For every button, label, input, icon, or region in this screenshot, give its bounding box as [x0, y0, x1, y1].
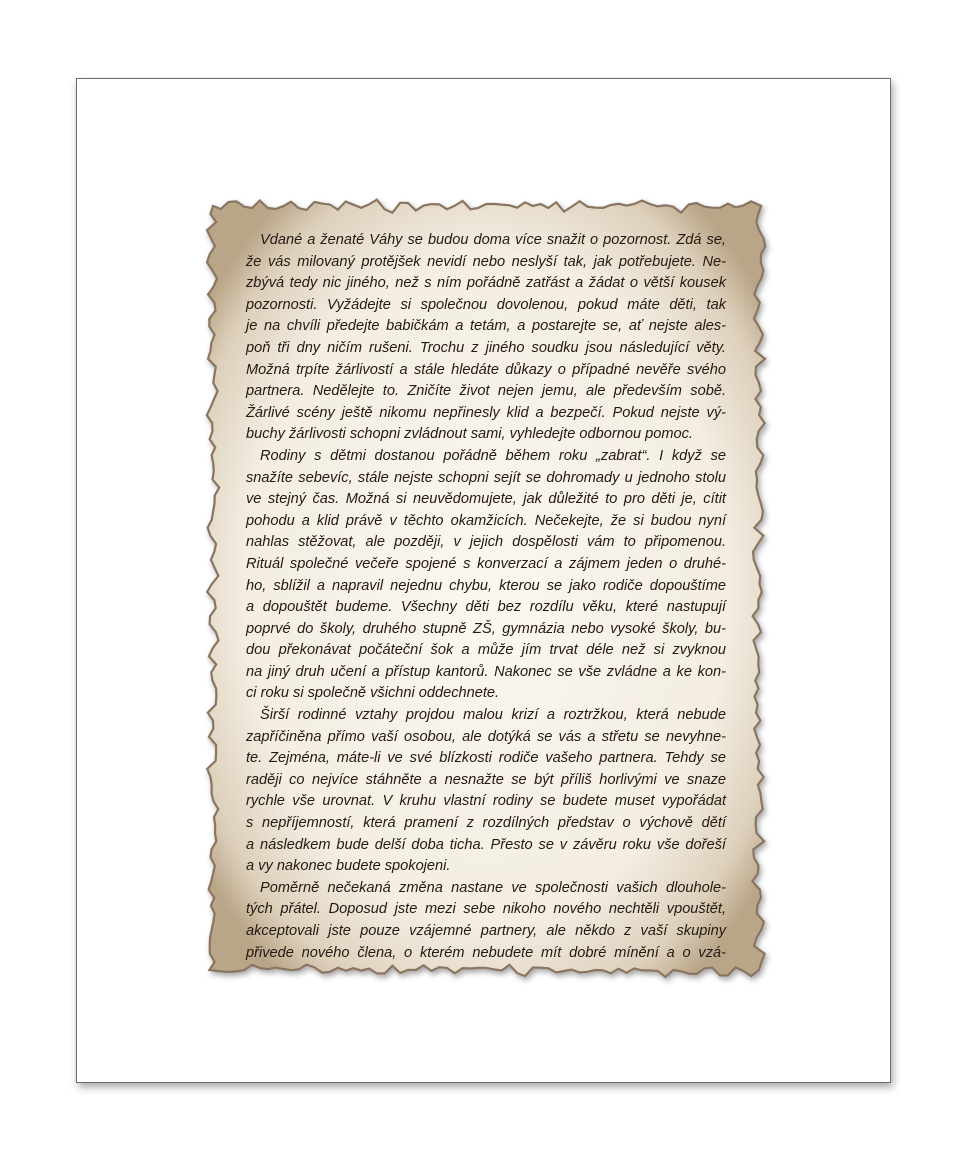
text-line: ve stejný čas. Možná si neuvědomujete, jak důležité to pro děti je, cítit: [246, 491, 726, 508]
text-line: ho, sblížil a napravil nejednu chybu, kterou se jako rodiče dopouštíme: [246, 577, 726, 594]
text-line: pohodu a klid právě v těchto okamžicích. Nečekejte, že si budou nyní: [246, 512, 726, 529]
text-line: je na chvíli předejte babičkám a tetám, a postarejte se, ať nejste ales-: [246, 318, 726, 335]
paragraph-1: [246, 230, 726, 446]
text-line: Rituál společné večeře spojené s konverzací a zájmem jeden o druhé-: [246, 555, 726, 572]
text-line: te. Zejména, máte-li ve své blízkosti rodiče vašeho partnera. Tehdy se: [246, 750, 726, 767]
text-line: že vás milovaný protějšek nevidí nebo neslyší tak, jak potřebujete. Ne-: [246, 253, 726, 270]
text-line: přivede nového člena, o kterém nebudete mít dobré mínění a o vzá-: [246, 944, 726, 961]
paragraph-4: [246, 878, 726, 964]
text-line: nahlas stěžovat, ale později, v jejich dospělosti vám to připomenou.: [246, 534, 726, 551]
text-line: s nepříjemností, která pramení z rozdílných představ o výchově dětí: [246, 815, 726, 832]
paragraph-3: [246, 705, 726, 878]
text-line: ci roku si společně všichni oddechnete.: [246, 685, 500, 702]
text-line: poň tři dny ničím rušeni. Trochu z jiného soudku jsou následující věty.: [246, 339, 726, 356]
text-line: zbývá tedy nic jiného, než s ním pořádně zatřást a žádat o větší kousek: [246, 275, 726, 292]
text-line: Širší rodinné vztahy projdou malou krizí a roztržkou, která nebude: [260, 707, 726, 724]
text-line: pozornosti. Vyžádejte si společnou dovolenou, pokud máte děti, tak: [246, 296, 726, 313]
text-line: raději co nejvíce stáhněte a nesnažte se být příliš horlivými ve snaze: [246, 771, 726, 788]
text-line: rychle vše urovnat. V kruhu vlastní rodiny se budete muset vypořádat: [246, 793, 726, 810]
text-line: Poměrně nečekaná změna nastane ve společnosti vašich dlouhole-: [260, 879, 726, 896]
text-line: na jiný druh učení a přístup kantorů. Nakonec se vše zvládne a ke kon-: [246, 663, 726, 680]
text-line: akceptovali jste pouze vzájemné partnery, ale někdo z vaší skupiny: [246, 923, 726, 939]
text-line: Vdané a ženaté Váhy se budou doma více snažit o pozornost. Zdá se,: [260, 232, 726, 248]
text-line: a následkem bude delší doba ticha. Přesto se v závěru roku vše dořeší: [246, 836, 726, 853]
text-line: tých přátel. Doposud jste mezi sebe nikoho nového nechtěli vpouštět,: [246, 901, 726, 918]
text-line: zapříčiněna přímo vaší osobou, ale dotýká se vás a střetu se nevyhne-: [246, 728, 726, 745]
text-line: dou překonávat počáteční šok a může jím trvat déle než si zvyknou: [246, 642, 726, 659]
text-line: buchy žárlivosti schopni zvládnout sami, vyhledejte odbornou pomoc.: [246, 426, 693, 443]
text-line: Žárlivé scény ještě nikomu nepřinesly klid a bezpečí. Pokud nejste vý-: [246, 404, 726, 421]
text-line: Možná trpíte žárlivostí a stále hledáte důkazy o případné nevěře svého: [246, 361, 726, 378]
text-line: a dopouštět budeme. Všechny děti bez rozdílu věku, které nastupují: [246, 599, 726, 616]
text-line: Rodiny s dětmi dostanou pořádně během roku „zabrat“. I když se: [260, 447, 726, 464]
text-line: poprvé do školy, druhého stupně ZŠ, gymnázia nebo vysoké školy, bu-: [246, 620, 726, 637]
paragraph-2: [246, 446, 726, 705]
text-line: snažíte sebevíc, stále nejste schopni sejít se dohromady u jednoho stolu: [246, 469, 726, 486]
article-text: [246, 230, 726, 964]
text-line: partnera. Nedělejte to. Zničíte život nejen jemu, ale především sobě.: [246, 383, 726, 400]
text-line: a vy nakonec budete spokojeni.: [246, 858, 451, 875]
